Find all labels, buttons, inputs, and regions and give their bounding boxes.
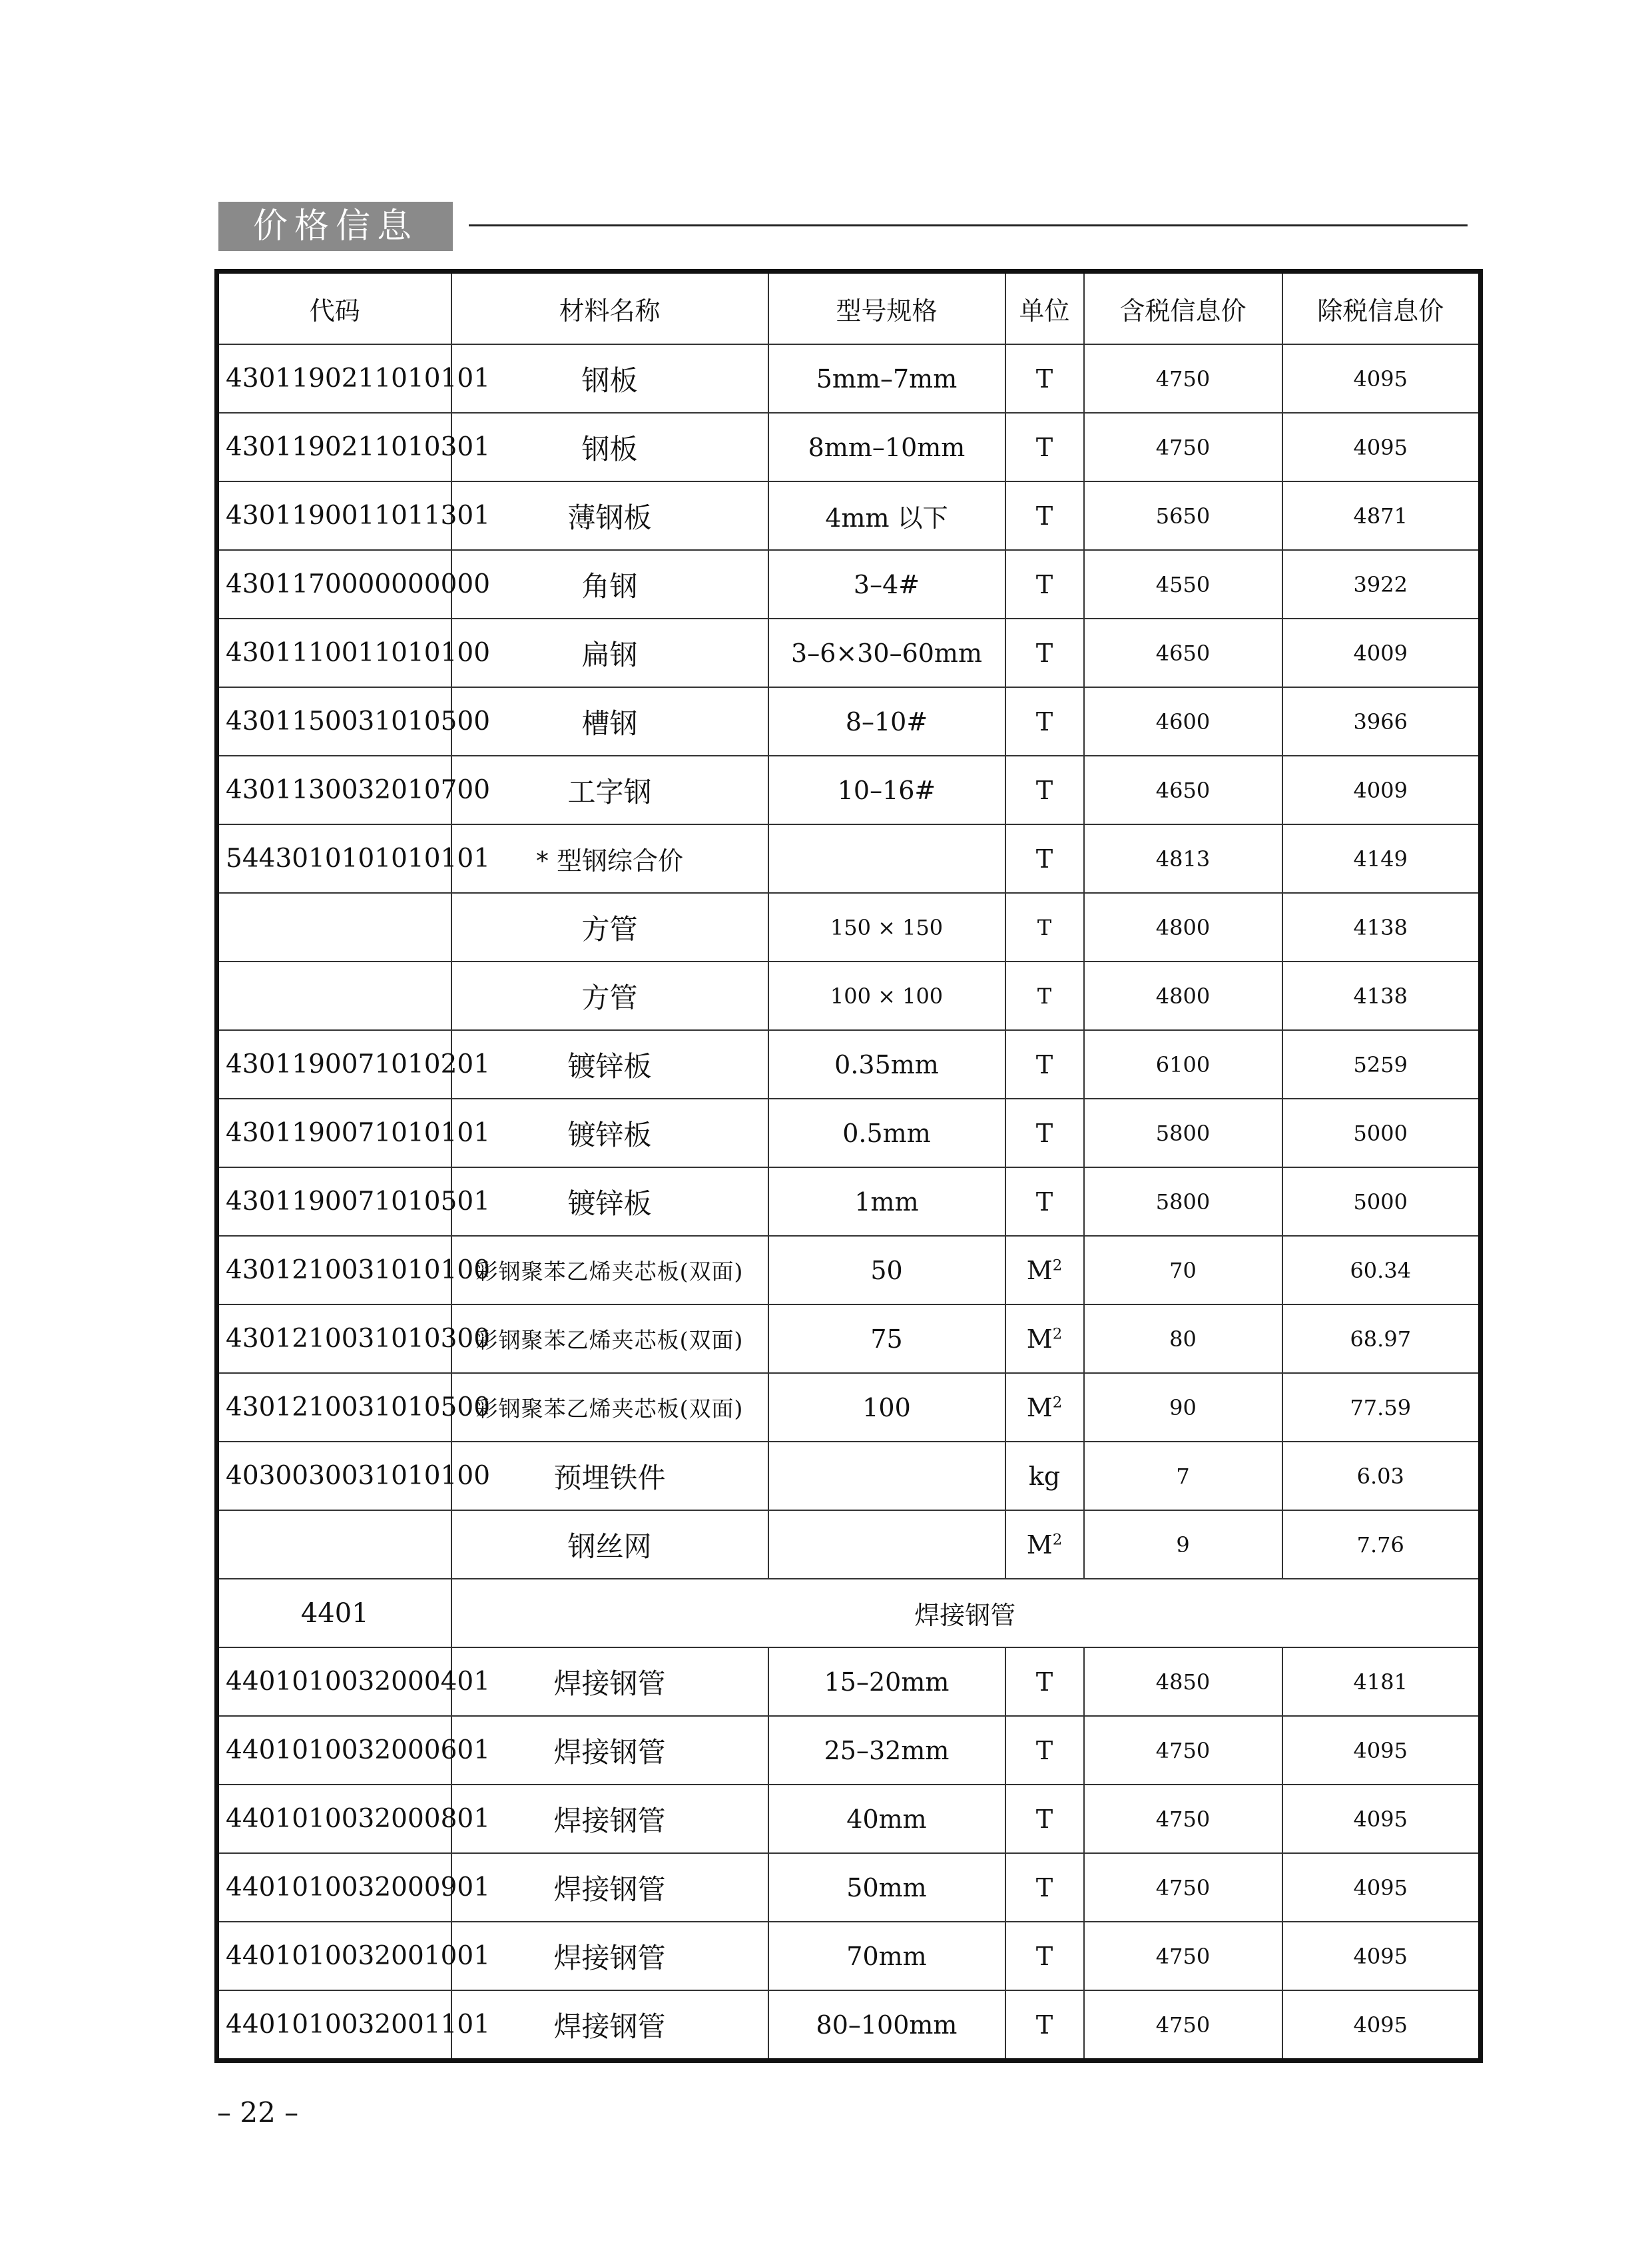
unit-superscript: 2 bbox=[1052, 1256, 1063, 1274]
spec-cell: 150 × 150 bbox=[768, 893, 1005, 962]
price-without-tax-cell: 5000 bbox=[1282, 1167, 1481, 1236]
unit-cell bbox=[1005, 1853, 1084, 1922]
table-row bbox=[217, 1373, 1481, 1442]
header-spec: 型号规格 bbox=[768, 272, 1005, 345]
material-name-cell: 焊接钢管 bbox=[451, 1647, 768, 1716]
spec-cell: 8mm–10mm bbox=[768, 413, 1005, 481]
table-row bbox=[217, 687, 1481, 756]
code-cell: 4401010032000801 bbox=[217, 1785, 451, 1853]
table-row bbox=[217, 1099, 1481, 1167]
unit-label: T bbox=[1035, 1941, 1053, 1971]
spec-cell: 15–20mm bbox=[768, 1647, 1005, 1716]
price-with-tax-cell: 4750 bbox=[1084, 1785, 1282, 1853]
material-name-cell: 焊接钢管 bbox=[451, 1922, 768, 1990]
header-code: 代码 bbox=[217, 272, 451, 345]
unit-label: T bbox=[1035, 1735, 1053, 1765]
price-with-tax-cell: 4750 bbox=[1084, 1922, 1282, 1990]
price-with-tax-cell: 80 bbox=[1084, 1304, 1282, 1373]
table-row bbox=[217, 824, 1481, 893]
header-price-with-tax: 含税信息价 bbox=[1084, 272, 1282, 345]
material-name-cell: 彩钢聚苯乙烯夹芯板(双面) bbox=[451, 1373, 768, 1442]
unit-cell bbox=[1005, 1167, 1084, 1236]
material-name-cell: 镀锌板 bbox=[451, 1167, 768, 1236]
material-name-cell: 扁钢 bbox=[451, 619, 768, 687]
price-with-tax-cell: 90 bbox=[1084, 1373, 1282, 1442]
table-row bbox=[217, 1236, 1481, 1304]
table-row bbox=[217, 962, 1481, 1030]
price-without-tax-cell: 4095 bbox=[1282, 1716, 1481, 1785]
price-without-tax-cell: 68.97 bbox=[1282, 1304, 1481, 1373]
code-cell: 4401010032000901 bbox=[217, 1853, 451, 1922]
price-without-tax-cell: 5259 bbox=[1282, 1030, 1481, 1099]
spec-cell: 70mm bbox=[768, 1922, 1005, 1990]
spec-cell: 3–4# bbox=[768, 550, 1005, 619]
price-without-tax-cell: 4138 bbox=[1282, 962, 1481, 1030]
unit-cell bbox=[1005, 1099, 1084, 1167]
price-with-tax-cell: 6100 bbox=[1084, 1030, 1282, 1099]
header-material-name: 材料名称 bbox=[451, 272, 768, 345]
material-name-cell: * 型钢综合价 bbox=[451, 824, 768, 893]
spec-cell: 3–6×30–60mm bbox=[768, 619, 1005, 687]
price-without-tax-cell: 6.03 bbox=[1282, 1442, 1481, 1510]
price-with-tax-cell: 4600 bbox=[1084, 687, 1282, 756]
material-name-cell: 槽钢 bbox=[451, 687, 768, 756]
price-with-tax-cell: 4750 bbox=[1084, 1716, 1282, 1785]
price-with-tax-cell: 4800 bbox=[1084, 893, 1282, 962]
code-cell: 4301190211010101 bbox=[217, 344, 451, 413]
material-name-cell: 角钢 bbox=[451, 550, 768, 619]
spec-cell: 5mm–7mm bbox=[768, 344, 1005, 413]
material-name-cell: 薄钢板 bbox=[451, 481, 768, 550]
code-cell: 4301190011011301 bbox=[217, 481, 451, 550]
unit-cell bbox=[1005, 413, 1084, 481]
spec-cell: 75 bbox=[768, 1304, 1005, 1373]
code-cell bbox=[217, 962, 451, 1030]
spec-cell: 100 bbox=[768, 1373, 1005, 1442]
unit-label: T bbox=[1037, 983, 1052, 1009]
price-with-tax-cell: 4800 bbox=[1084, 962, 1282, 1030]
table-row bbox=[217, 1510, 1481, 1579]
code-cell: 4401010032000401 bbox=[217, 1647, 451, 1716]
unit-cell bbox=[1005, 1922, 1084, 1990]
price-with-tax-cell: 7 bbox=[1084, 1442, 1282, 1510]
table-row bbox=[217, 1922, 1481, 1990]
price-with-tax-cell: 5800 bbox=[1084, 1167, 1282, 1236]
table-row bbox=[217, 413, 1481, 481]
unit-label: M bbox=[1026, 1324, 1053, 1354]
spec-cell: 50 bbox=[768, 1236, 1005, 1304]
price-with-tax-cell: 5800 bbox=[1084, 1099, 1282, 1167]
code-cell: 4301150031010500 bbox=[217, 687, 451, 756]
code-cell: 4301210031010100 bbox=[217, 1236, 451, 1304]
unit-cell bbox=[1005, 824, 1084, 893]
price-with-tax-cell: 5650 bbox=[1084, 481, 1282, 550]
spec-cell: 8–10# bbox=[768, 687, 1005, 756]
price-without-tax-cell: 4095 bbox=[1282, 1922, 1481, 1990]
price-with-tax-cell: 4850 bbox=[1084, 1647, 1282, 1716]
table-row bbox=[217, 1853, 1481, 1922]
unit-label: T bbox=[1035, 569, 1053, 599]
spec-cell bbox=[768, 1442, 1005, 1510]
table-row bbox=[217, 344, 1481, 413]
spec-cell: 80–100mm bbox=[768, 1990, 1005, 2061]
code-cell: 4401010032001101 bbox=[217, 1990, 451, 2061]
price-with-tax-cell: 4750 bbox=[1084, 1990, 1282, 2061]
table-group-row bbox=[217, 1579, 1481, 1647]
unit-cell bbox=[1005, 1785, 1084, 1853]
code-cell: 4030030031010100 bbox=[217, 1442, 451, 1510]
material-name-cell: 方管 bbox=[451, 893, 768, 962]
unit-label: kg bbox=[1028, 1461, 1061, 1491]
code-cell bbox=[217, 1510, 451, 1579]
unit-label: T bbox=[1035, 1872, 1053, 1902]
unit-cell bbox=[1005, 1304, 1084, 1373]
material-name-cell: 焊接钢管 bbox=[451, 1853, 768, 1922]
price-without-tax-cell: 4095 bbox=[1282, 1990, 1481, 2061]
section-header bbox=[218, 202, 1468, 251]
table-row bbox=[217, 1785, 1481, 1853]
unit-superscript: 2 bbox=[1052, 1393, 1063, 1411]
spec-cell: 0.5mm bbox=[768, 1099, 1005, 1167]
unit-cell bbox=[1005, 1373, 1084, 1442]
code-cell: 4301190211010301 bbox=[217, 413, 451, 481]
material-name-cell: 镀锌板 bbox=[451, 1099, 768, 1167]
table-row bbox=[217, 1442, 1481, 1510]
section-title: 价格信息 bbox=[218, 202, 453, 251]
price-with-tax-cell: 4813 bbox=[1084, 824, 1282, 893]
unit-cell bbox=[1005, 962, 1084, 1030]
unit-cell bbox=[1005, 550, 1084, 619]
code-cell: 4301170000000000 bbox=[217, 550, 451, 619]
table-row bbox=[217, 1304, 1481, 1373]
table-row bbox=[217, 1647, 1481, 1716]
unit-label: T bbox=[1035, 1049, 1053, 1079]
unit-label: T bbox=[1035, 432, 1053, 462]
price-table bbox=[214, 269, 1483, 2063]
price-without-tax-cell: 4095 bbox=[1282, 1853, 1481, 1922]
price-with-tax-cell: 4550 bbox=[1084, 550, 1282, 619]
spec-cell: 4mm 以下 bbox=[768, 481, 1005, 550]
unit-cell bbox=[1005, 1716, 1084, 1785]
material-name-cell: 钢板 bbox=[451, 413, 768, 481]
table-row bbox=[217, 1716, 1481, 1785]
spec-cell: 50mm bbox=[768, 1853, 1005, 1922]
table-body bbox=[217, 344, 1481, 2061]
price-with-tax-cell: 4650 bbox=[1084, 619, 1282, 687]
price-without-tax-cell: 4095 bbox=[1282, 413, 1481, 481]
unit-label: T bbox=[1035, 1804, 1053, 1834]
spec-cell: 1mm bbox=[768, 1167, 1005, 1236]
unit-label: T bbox=[1037, 914, 1052, 940]
table-row bbox=[217, 756, 1481, 824]
price-with-tax-cell: 4750 bbox=[1084, 1853, 1282, 1922]
code-cell bbox=[217, 893, 451, 962]
code-cell: 4301210031010300 bbox=[217, 1304, 451, 1373]
material-name-cell: 方管 bbox=[451, 962, 768, 1030]
price-without-tax-cell: 4138 bbox=[1282, 893, 1481, 962]
spec-cell bbox=[768, 1510, 1005, 1579]
unit-label: T bbox=[1035, 501, 1053, 531]
price-with-tax-cell: 9 bbox=[1084, 1510, 1282, 1579]
spec-cell: 10–16# bbox=[768, 756, 1005, 824]
material-name-cell: 镀锌板 bbox=[451, 1030, 768, 1099]
unit-cell bbox=[1005, 344, 1084, 413]
code-cell: 4301190071010201 bbox=[217, 1030, 451, 1099]
code-cell: 4401010032001001 bbox=[217, 1922, 451, 1990]
code-cell: 4301110011010100 bbox=[217, 619, 451, 687]
material-name-cell: 工字钢 bbox=[451, 756, 768, 824]
unit-label: T bbox=[1035, 2010, 1053, 2040]
material-name-cell: 钢板 bbox=[451, 344, 768, 413]
price-with-tax-cell: 70 bbox=[1084, 1236, 1282, 1304]
unit-cell bbox=[1005, 1647, 1084, 1716]
unit-label: T bbox=[1035, 364, 1053, 394]
spec-cell: 100 × 100 bbox=[768, 962, 1005, 1030]
unit-cell bbox=[1005, 1030, 1084, 1099]
price-without-tax-cell: 7.76 bbox=[1282, 1510, 1481, 1579]
spec-cell bbox=[768, 824, 1005, 893]
page-number: – 22 – bbox=[217, 2096, 299, 2129]
price-without-tax-cell: 3966 bbox=[1282, 687, 1481, 756]
unit-label: T bbox=[1035, 706, 1053, 736]
unit-superscript: 2 bbox=[1052, 1530, 1063, 1548]
unit-label: T bbox=[1035, 775, 1053, 805]
material-name-cell: 彩钢聚苯乙烯夹芯板(双面) bbox=[451, 1236, 768, 1304]
unit-label: T bbox=[1035, 1118, 1053, 1148]
price-without-tax-cell: 3922 bbox=[1282, 550, 1481, 619]
unit-cell bbox=[1005, 1510, 1084, 1579]
table-row bbox=[217, 481, 1481, 550]
table-row bbox=[217, 1990, 1481, 2061]
unit-label: M bbox=[1026, 1530, 1053, 1559]
table-row bbox=[217, 893, 1481, 962]
header-price-without-tax: 除税信息价 bbox=[1282, 272, 1481, 345]
material-name-cell: 预埋铁件 bbox=[451, 1442, 768, 1510]
unit-cell bbox=[1005, 1990, 1084, 2061]
unit-cell bbox=[1005, 756, 1084, 824]
group-code-cell: 4401 bbox=[217, 1579, 451, 1647]
unit-label: T bbox=[1035, 1187, 1053, 1217]
unit-label: T bbox=[1035, 1667, 1053, 1697]
unit-label: T bbox=[1035, 638, 1053, 668]
spec-cell: 40mm bbox=[768, 1785, 1005, 1853]
price-without-tax-cell: 4181 bbox=[1282, 1647, 1481, 1716]
price-with-tax-cell: 4750 bbox=[1084, 344, 1282, 413]
material-name-cell: 钢丝网 bbox=[451, 1510, 768, 1579]
material-name-cell: 彩钢聚苯乙烯夹芯板(双面) bbox=[451, 1304, 768, 1373]
code-cell: 4401010032000601 bbox=[217, 1716, 451, 1785]
price-without-tax-cell: 4009 bbox=[1282, 619, 1481, 687]
price-without-tax-cell: 4009 bbox=[1282, 756, 1481, 824]
table-row bbox=[217, 550, 1481, 619]
price-without-tax-cell: 4095 bbox=[1282, 1785, 1481, 1853]
unit-cell bbox=[1005, 619, 1084, 687]
unit-superscript: 2 bbox=[1052, 1324, 1063, 1342]
unit-cell bbox=[1005, 481, 1084, 550]
spec-cell: 25–32mm bbox=[768, 1716, 1005, 1785]
material-name-cell: 焊接钢管 bbox=[451, 1716, 768, 1785]
price-with-tax-cell: 4650 bbox=[1084, 756, 1282, 824]
unit-cell bbox=[1005, 893, 1084, 962]
unit-cell bbox=[1005, 1442, 1084, 1510]
price-without-tax-cell: 4871 bbox=[1282, 481, 1481, 550]
code-cell: 5443010101010101 bbox=[217, 824, 451, 893]
unit-label: T bbox=[1035, 844, 1053, 874]
group-name-cell: 焊接钢管 bbox=[451, 1579, 1481, 1647]
unit-cell bbox=[1005, 687, 1084, 756]
table-row bbox=[217, 1030, 1481, 1099]
price-without-tax-cell: 4149 bbox=[1282, 824, 1481, 893]
unit-label: M bbox=[1026, 1392, 1053, 1422]
code-cell: 4301190071010101 bbox=[217, 1099, 451, 1167]
header-rule bbox=[469, 224, 1468, 226]
unit-label: M bbox=[1026, 1255, 1053, 1285]
table-header-row bbox=[217, 272, 1481, 345]
material-name-cell: 焊接钢管 bbox=[451, 1990, 768, 2061]
code-cell: 4301130032010700 bbox=[217, 756, 451, 824]
unit-cell bbox=[1005, 1236, 1084, 1304]
price-without-tax-cell: 60.34 bbox=[1282, 1236, 1481, 1304]
code-cell: 4301190071010501 bbox=[217, 1167, 451, 1236]
code-cell: 4301210031010500 bbox=[217, 1373, 451, 1442]
price-without-tax-cell: 5000 bbox=[1282, 1099, 1481, 1167]
price-with-tax-cell: 4750 bbox=[1084, 413, 1282, 481]
price-without-tax-cell: 4095 bbox=[1282, 344, 1481, 413]
header-unit: 单位 bbox=[1005, 272, 1084, 345]
price-without-tax-cell: 77.59 bbox=[1282, 1373, 1481, 1442]
spec-cell: 0.35mm bbox=[768, 1030, 1005, 1099]
table-row bbox=[217, 619, 1481, 687]
material-name-cell: 焊接钢管 bbox=[451, 1785, 768, 1853]
table-row bbox=[217, 1167, 1481, 1236]
